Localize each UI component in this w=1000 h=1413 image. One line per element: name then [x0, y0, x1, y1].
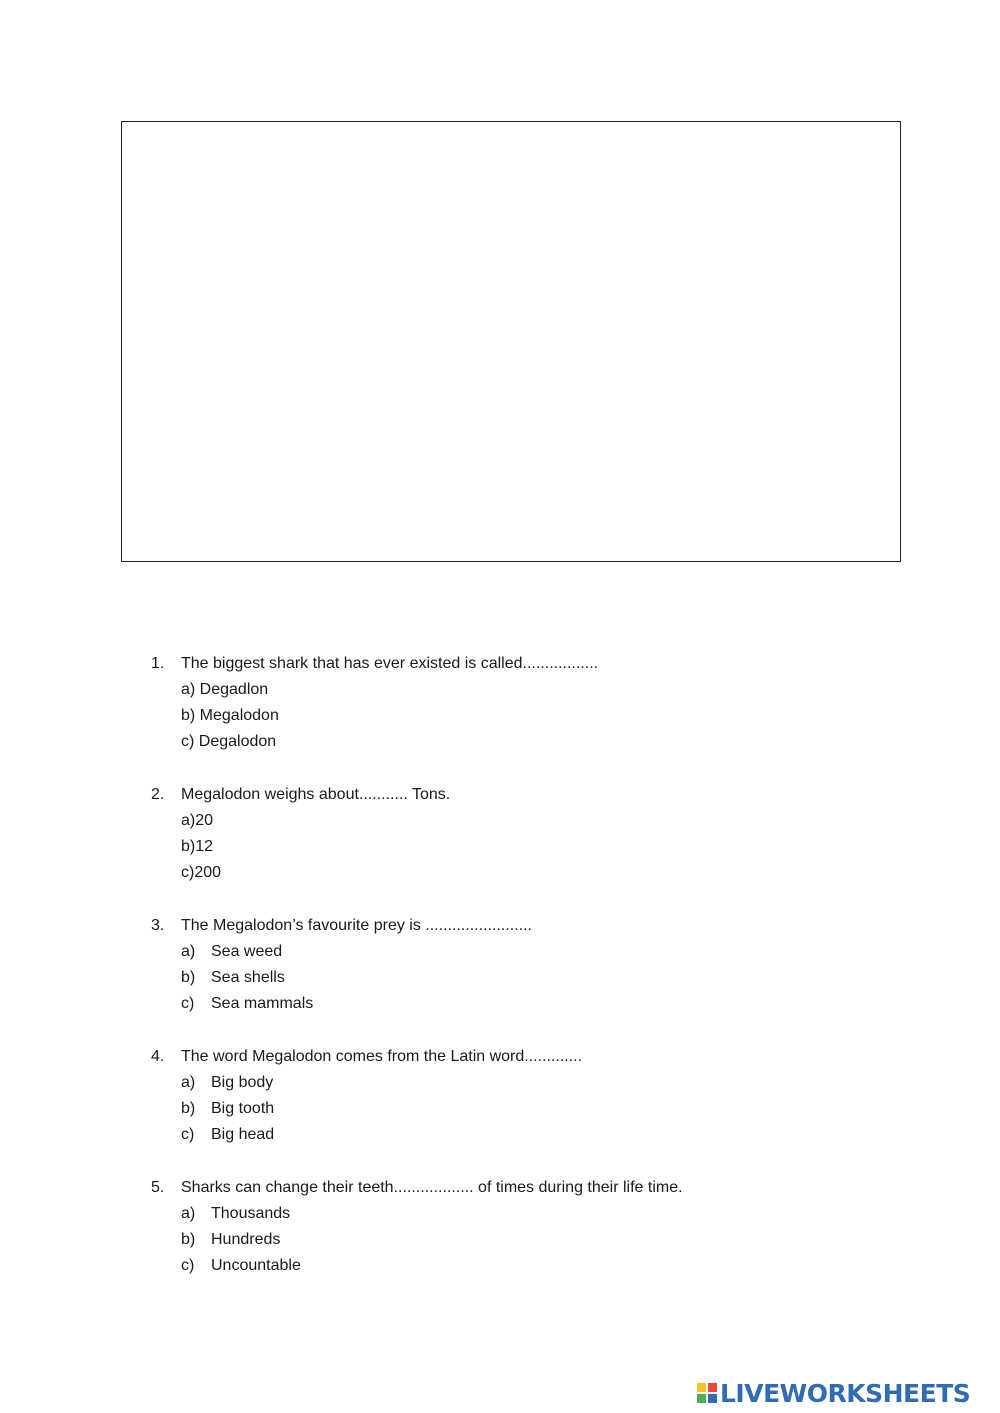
- option-letter: a): [181, 681, 196, 698]
- option-letter: b): [181, 1100, 196, 1117]
- option-text: 20: [195, 812, 214, 829]
- option-text: Sea mammals: [211, 995, 314, 1012]
- question-number: 3.: [151, 917, 165, 934]
- option-text: Sea shells: [211, 969, 285, 986]
- option-a[interactable]: [181, 939, 931, 965]
- question-number: 4.: [151, 1048, 165, 1065]
- option-text: Sea weed: [211, 943, 283, 960]
- option-letter: b): [181, 969, 196, 986]
- option-letter: a): [181, 1074, 196, 1091]
- option-letter: a): [181, 943, 196, 960]
- question-2: [151, 782, 931, 886]
- question-list: [151, 651, 931, 1306]
- option-b[interactable]: [181, 965, 931, 991]
- option-letter: c): [181, 995, 195, 1012]
- option-letter: a): [181, 1205, 196, 1222]
- question-5: [151, 1175, 931, 1279]
- question-text: The Megalodon’s favourite prey is ........................: [181, 917, 532, 934]
- option-letter: c): [181, 864, 195, 881]
- option-c[interactable]: [181, 860, 931, 886]
- option-a[interactable]: [181, 1070, 931, 1096]
- logo-square: [697, 1394, 706, 1403]
- option-letter: b): [181, 1231, 196, 1248]
- option-letter: a): [181, 812, 196, 829]
- question-text: The word Megalodon comes from the Latin word.............: [181, 1048, 583, 1065]
- liveworksheets-logo: [697, 1377, 970, 1409]
- option-b[interactable]: [181, 1227, 931, 1253]
- option-letter: c): [181, 1126, 195, 1143]
- option-text: Degadlon: [195, 681, 269, 698]
- option-b[interactable]: [181, 703, 931, 729]
- option-text: Uncountable: [211, 1257, 301, 1274]
- option-b[interactable]: [181, 834, 931, 860]
- option-text: Thousands: [211, 1205, 291, 1222]
- option-a[interactable]: [181, 808, 931, 834]
- option-text: Big tooth: [211, 1100, 275, 1117]
- question-number: 2.: [151, 786, 165, 803]
- logo-square: [708, 1383, 717, 1392]
- option-c[interactable]: [181, 991, 931, 1017]
- question-4: [151, 1044, 931, 1148]
- question-number: 1.: [151, 655, 165, 672]
- option-letter: c): [181, 733, 195, 750]
- question-text: Megalodon weighs about........... Tons.: [181, 786, 451, 803]
- question-text: Sharks can change their teeth.................. of times during their life time.: [181, 1179, 683, 1196]
- logo-wordmark: LIVEWORKSHEETS: [720, 1378, 971, 1408]
- option-c[interactable]: [181, 1122, 931, 1148]
- option-text: Degalodon: [194, 733, 277, 750]
- option-text: Big body: [211, 1074, 274, 1091]
- option-b[interactable]: [181, 1096, 931, 1122]
- option-c[interactable]: [181, 1253, 931, 1279]
- question-3: [151, 913, 931, 1017]
- option-letter: b): [181, 838, 196, 855]
- logo-square: [708, 1394, 717, 1403]
- option-text: Big head: [211, 1126, 275, 1143]
- logo-square: [697, 1383, 706, 1392]
- question-text: The biggest shark that has ever existed is called.................: [181, 655, 599, 672]
- option-text: 200: [194, 864, 222, 881]
- question-1: [151, 651, 931, 755]
- option-a[interactable]: [181, 1201, 931, 1227]
- image-placeholder-box: [121, 121, 901, 562]
- option-text: Hundreds: [211, 1231, 281, 1248]
- option-letter: b): [181, 707, 196, 724]
- option-a[interactable]: [181, 677, 931, 703]
- option-text: Megalodon: [195, 707, 279, 724]
- option-text: 12: [195, 838, 214, 855]
- logo-grid-icon: [697, 1383, 717, 1403]
- question-number: 5.: [151, 1179, 165, 1196]
- option-c[interactable]: [181, 729, 931, 755]
- option-letter: c): [181, 1257, 195, 1274]
